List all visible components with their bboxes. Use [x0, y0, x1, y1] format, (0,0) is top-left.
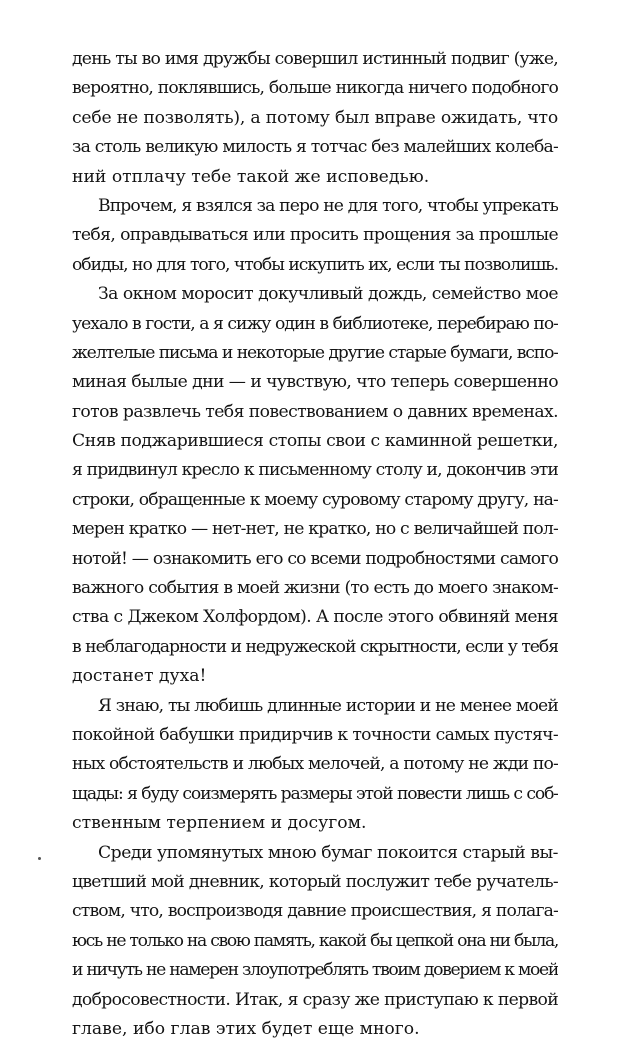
text-line: Сняв поджарившиеся стопы свои с каминной решетки, — [72, 431, 558, 452]
text-line: щады: я буду соизмерять размеры этой повести лишь с соб- — [72, 783, 558, 804]
text-line: добросовестности. Итак, я сразу же приступаю к первой — [72, 989, 558, 1010]
text-line: день ты во имя дружбы совершил истинный подвиг (уже, — [72, 49, 558, 69]
paragraph-4 — [72, 692, 558, 839]
page-text — [72, 45, 558, 1044]
paragraph-5 — [72, 839, 558, 1044]
text-line: строки, обращенные к моему суровому старому другу, на- — [72, 489, 558, 510]
text-line: в неблагодарности и недружеской скрытности, если у тебя — [72, 636, 558, 657]
text-line: миная былые дни — и чувствую, что теперь совершенно — [72, 372, 558, 393]
text-line: обиды, но для того, чтобы искупить их, если ты позволишь. — [72, 254, 558, 275]
text-line: вероятно, поклявшись, больше никогда ничего подобного — [72, 78, 558, 99]
text-line: Среди упомянутых мною бумаг покоится старый вы- — [98, 842, 558, 863]
text-line: ных обстоятельств и любых мелочей, а потому не жди по- — [72, 754, 558, 775]
scan-speck — [38, 857, 41, 860]
text-line: ством, что, воспроизводя давние происшествия, я полага- — [72, 901, 558, 922]
text-line: тебя, оправдываться или просить прощения за прошлые — [72, 225, 558, 246]
text-line: себе не позволять), а потому был вправе ожидать, что — [72, 107, 558, 128]
text-line: важного события в моей жизни (то есть до моего знаком- — [72, 578, 558, 599]
text-line: юсь не только на свою память, какой бы цепкой она ни была, — [72, 930, 558, 951]
text-line: Я знаю, ты любишь длинные истории и не менее моей — [98, 695, 558, 716]
text-line: желтелые письма и некоторые другие старые бумаги, вспо- — [72, 342, 558, 363]
text-line: Впрочем, я взялся за перо не для того, чтобы упрекать — [98, 195, 558, 216]
text-line: покойной бабушки придирчив к точности самых пустяч- — [72, 724, 558, 745]
text-line: ний отплачу тебе такой же исповедью. — [72, 166, 430, 187]
text-line: достанет духа! — [72, 666, 207, 687]
paragraph-1 — [72, 45, 558, 192]
text-line: мерен кратко — нет-нет, не кратко, но с величайшей пол- — [72, 519, 558, 540]
text-line: главе, ибо глав этих будет еще много. — [72, 1018, 420, 1039]
text-line: ства с Джеком Холфордом). А после этого обвиняй меня — [72, 607, 558, 628]
text-line: я придвинул кресло к письменному столу и, докончив эти — [72, 460, 558, 481]
text-line: за столь великую милость я тотчас без малейших колеба- — [72, 137, 558, 158]
text-line: нотой! — ознакомить его со всеми подробностями самого — [72, 548, 558, 569]
text-line: ственным терпением и досугом. — [72, 813, 367, 834]
text-line: цветший мой дневник, который послужит тебе ручатель- — [72, 871, 558, 892]
text-line: готов развлечь тебя повествованием о давних временах. — [72, 401, 558, 422]
paragraph-3 — [72, 280, 558, 691]
text-line: За окном моросит докучливый дождь, семейство мое — [98, 284, 558, 305]
text-line: и ничуть не намерен злоупотреблять твоим доверием к моей — [72, 960, 558, 981]
text-line: уехало в гости, а я сижу один в библиотеке, перебираю по- — [72, 313, 558, 334]
paragraph-2 — [72, 192, 558, 280]
